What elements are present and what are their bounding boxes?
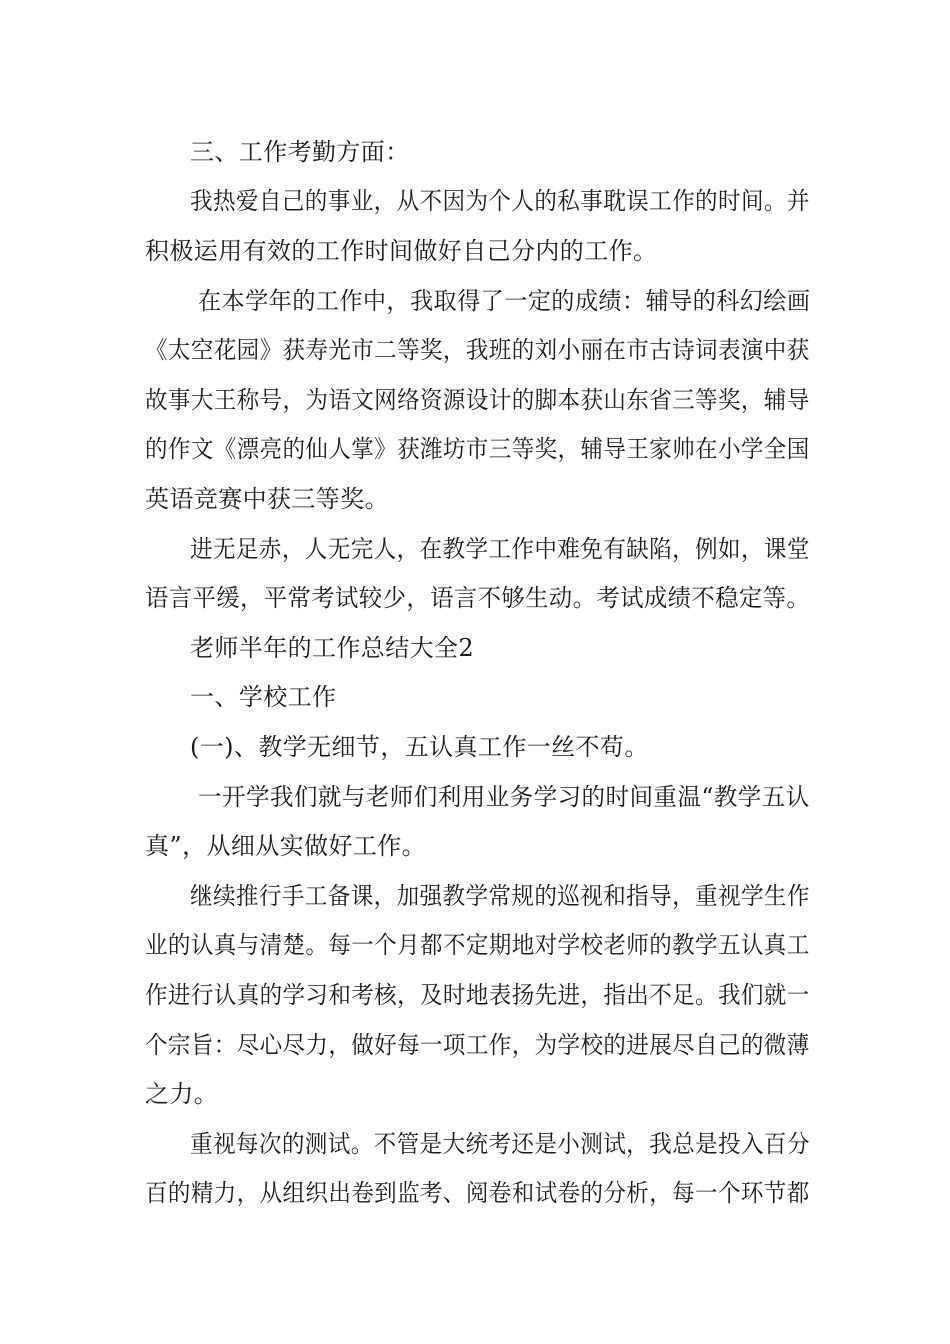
paragraph-line: 百的精力，从组织出卷到监考、阅卷和试卷的分析，每一个环节都 xyxy=(145,1179,810,1207)
paragraph-line: 故事大王称号，为语文网络资源设计的脚本获山东省三等奖，辅导 xyxy=(145,386,810,414)
paragraph-line: 语言平缓，平常考试较少，语言不够生动。考试成绩不稳定等。 xyxy=(145,584,811,612)
paragraph-line: 个宗旨：尽心尽力，做好每一项工作，为学校的进展尽自己的微薄 xyxy=(145,1031,810,1059)
paragraph-line: 的作文《漂亮的仙人掌》获潍坊市三等奖，辅导王家帅在小学全国 xyxy=(145,435,810,463)
paragraph-line: 我热爱自己的事业，从不因为个人的私事耽误工作的时间。并 xyxy=(190,187,810,215)
document-title: 老师半年的工作总结大全2 xyxy=(190,634,475,662)
paragraph-line: 进无足赤，人无完人，在教学工作中难免有缺陷，例如，课堂 xyxy=(190,535,810,563)
paragraph-line: 《太空花园》获寿光市二等奖，我班的刘小丽在市古诗词表演中获 xyxy=(145,336,810,364)
paragraph-line: 重视每次的测试。不管是大统考还是小测试，我总是投入百分 xyxy=(190,1130,810,1158)
section-heading-school-work: 一、学校工作 xyxy=(190,683,337,711)
paragraph-line: 积极运用有效的工作时间做好自己分内的工作。 xyxy=(145,237,658,265)
section-heading-attendance: 三、工作考勤方面： xyxy=(190,138,410,166)
paragraph-line: 在本学年的工作中，我取得了一定的成绩：辅导的科幻绘画 xyxy=(198,287,811,315)
paragraph-line: 一开学我们就与老师们利用业务学习的时间重温“教学五认 xyxy=(198,783,810,811)
paragraph-line: 之力。 xyxy=(145,1080,219,1108)
paragraph-line: 英语竞赛中获三等奖。 xyxy=(145,485,389,513)
paragraph-line: 作进行认真的学习和考核，及时地表扬先进，指出不足。我们就一 xyxy=(145,981,810,1009)
paragraph-line: 真”，从细从实做好工作。 xyxy=(145,832,427,860)
paragraph-line: 业的认真与清楚。每一个月都不定期地对学校老师的教学五认真工 xyxy=(145,931,810,959)
subsection-heading: (一)、教学无细节，五认真工作一丝不苟。 xyxy=(190,733,649,761)
paragraph-line: 继续推行手工备课，加强教学常规的巡视和指导，重视学生作 xyxy=(190,882,810,910)
